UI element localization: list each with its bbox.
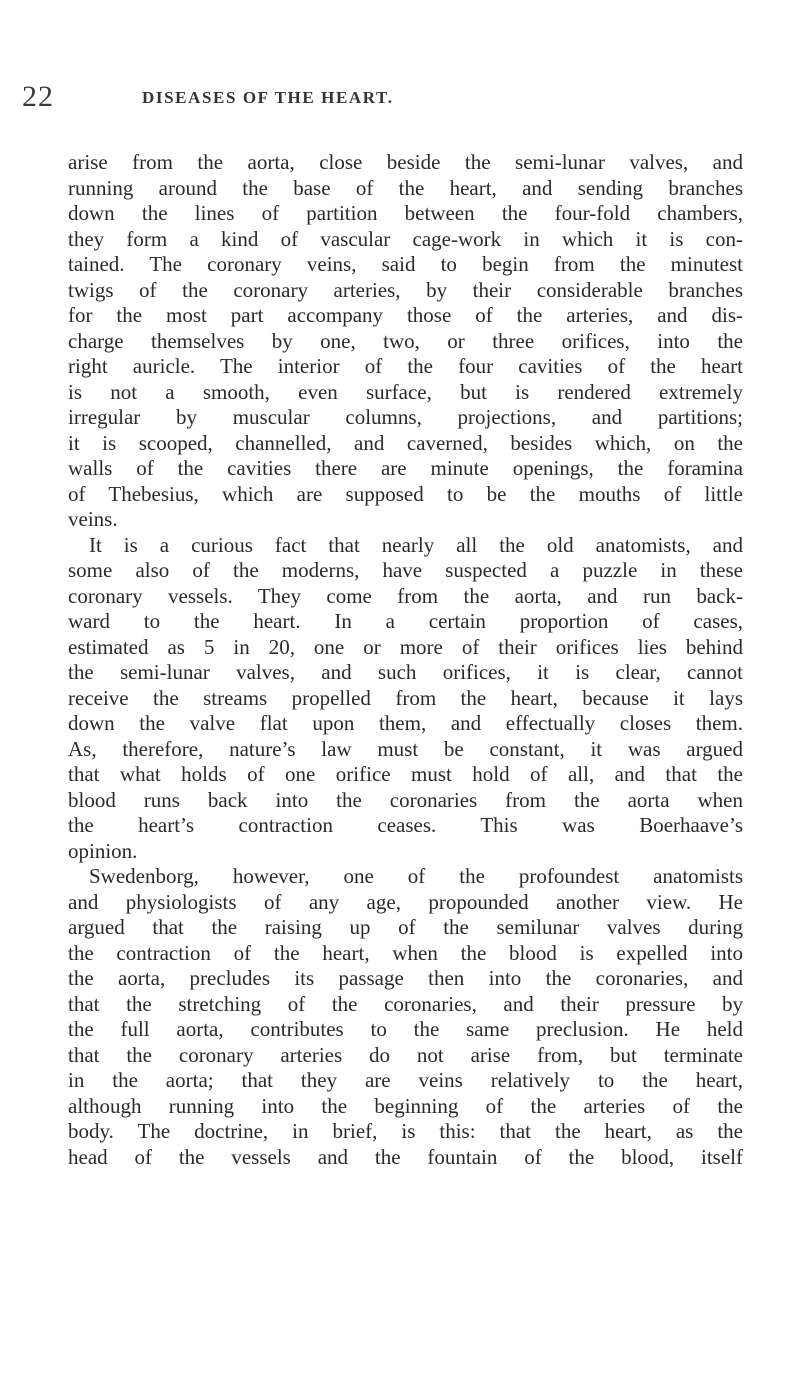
text-line: it is scooped, channelled, and caverned, besides which, on the bbox=[68, 430, 743, 455]
text-line: is not a smooth, even surface, but is rendered extremely bbox=[68, 379, 743, 404]
text-line: that the coronary arteries do not arise from, but terminate bbox=[68, 1042, 743, 1067]
text-line: down the lines of partition between the four-fold chambers, bbox=[68, 201, 743, 225]
text-line: tained. The coronary veins, said to begin from the minutest bbox=[68, 252, 743, 276]
text-line: although running into the beginning of the arteries of the bbox=[68, 1093, 743, 1118]
text-line: of Thebesius, which are supposed to be the mouths of little bbox=[68, 481, 743, 506]
text-line: opinion. bbox=[68, 838, 138, 863]
text-line: veins. bbox=[68, 507, 118, 531]
text-line: the heart’s contraction ceases. This was Boerhaave’s bbox=[68, 813, 743, 837]
text-line: and physiologists of any age, propounded another view. He bbox=[68, 889, 743, 914]
text-line: blood runs back into the coronaries from the aorta when bbox=[68, 787, 743, 812]
body-text bbox=[68, 150, 743, 1170]
text-line: the full aorta, contributes to the same preclusion. He held bbox=[68, 1017, 743, 1041]
text-line: As, therefore, nature’s law must be constant, it was argued bbox=[68, 736, 743, 761]
text-line: the aorta, precludes its passage then into the coronaries, and bbox=[68, 966, 743, 990]
text-line: argued that the raising up of the semilunar valves during bbox=[68, 915, 743, 939]
text-line: irregular by muscular columns, projections, and partitions; bbox=[68, 405, 743, 429]
page-header bbox=[22, 82, 602, 112]
text-line: Swedenborg, however, one of the profoundest anatomists bbox=[89, 864, 743, 888]
text-line: twigs of the coronary arteries, by their considerable branches bbox=[68, 277, 743, 302]
text-line: head of the vessels and the fountain of the blood, itself bbox=[68, 1144, 743, 1169]
text-line: ward to the heart. In a certain proportion of cases, bbox=[68, 609, 743, 633]
text-line: that what holds of one orifice must hold of all, and that the bbox=[68, 762, 743, 786]
text-line: receive the streams propelled from the heart, because it lays bbox=[68, 685, 743, 710]
text-line: that the stretching of the coronaries, and their pressure by bbox=[68, 991, 743, 1016]
text-line: for the most part accompany those of the arteries, and dis- bbox=[68, 303, 743, 327]
text-line: estimated as 5 in 20, one or more of their orifices lies behind bbox=[68, 634, 743, 659]
text-line: body. The doctrine, in brief, is this: that the heart, as the bbox=[68, 1119, 743, 1143]
text-line: they form a kind of vascular cage-work in which it is con- bbox=[68, 226, 743, 251]
text-line: running around the base of the heart, and sending branches bbox=[68, 175, 743, 200]
text-line: in the aorta; that they are veins relatively to the heart, bbox=[68, 1068, 743, 1092]
running-head: DISEASES OF THE HEART. bbox=[142, 88, 394, 107]
page-number: 22 bbox=[22, 80, 54, 113]
text-line: right auricle. The interior of the four cavities of the heart bbox=[68, 354, 743, 378]
text-line: It is a curious fact that nearly all the old anatomists, and bbox=[89, 532, 743, 557]
text-line: the semi-lunar valves, and such orifices, it is clear, cannot bbox=[68, 660, 743, 684]
text-line: down the valve flat upon them, and effectually closes them. bbox=[68, 711, 743, 735]
text-line: charge themselves by one, two, or three orifices, into the bbox=[68, 328, 743, 353]
text-line: arise from the aorta, close beside the semi-lunar valves, and bbox=[68, 150, 743, 174]
text-line: coronary vessels. They come from the aorta, and run back- bbox=[68, 583, 743, 608]
text-line: walls of the cavities there are minute openings, the foramina bbox=[68, 456, 743, 480]
text-line: the contraction of the heart, when the blood is expelled into bbox=[68, 940, 743, 965]
text-line: some also of the moderns, have suspected a puzzle in these bbox=[68, 558, 743, 582]
